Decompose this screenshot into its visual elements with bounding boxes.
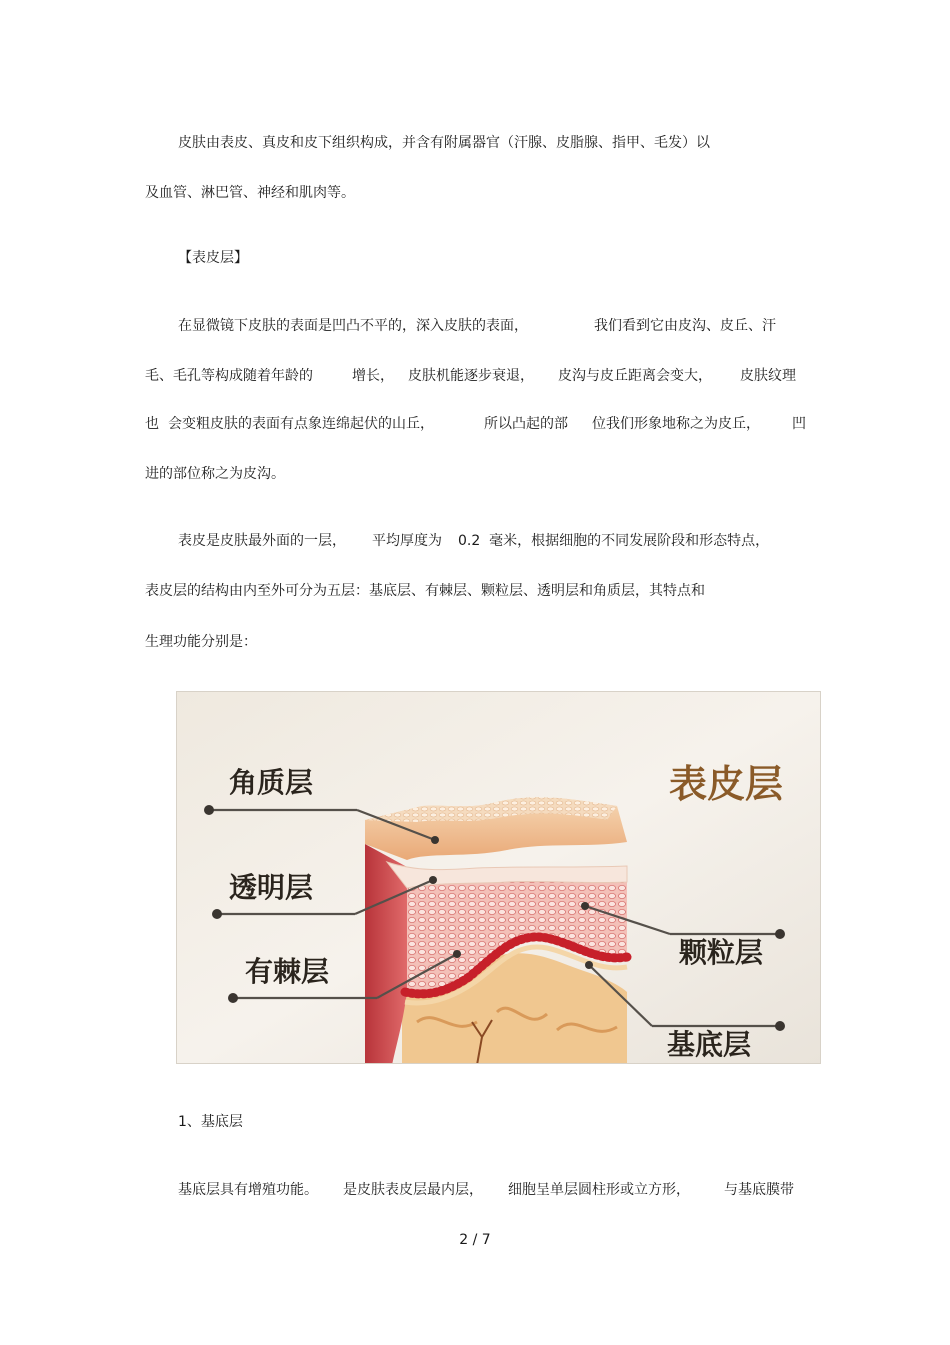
para4-part-d: 与基底膜带 [724, 1182, 794, 1198]
para4-part-a: 基底层具有增殖功能。 [178, 1182, 318, 1198]
subsection-heading: 1、基底层 [178, 1114, 243, 1130]
epidermis-illustration [177, 692, 821, 1064]
intro-line-2: 及血管、淋巴管、神经和肌肉等。 [145, 185, 355, 201]
label-stratum-basale: 基底层 [666, 1028, 751, 1061]
para3-line-2: 表皮层的结构由内至外可分为五层：基底层、有棘层、颗粒层、透明层和角质层，其特点和 [145, 583, 705, 599]
para2-line-2b: 增长， [352, 368, 394, 384]
para2-line-3a: 也 [145, 416, 159, 432]
label-stratum-lucidum: 透明层 [229, 871, 314, 904]
label-stratum-corneum: 角质层 [229, 766, 314, 799]
para2-line-2a: 毛、毛孔等构成随着年龄的 [145, 368, 313, 384]
label-stratum-granulosum: 颗粒层 [678, 936, 763, 969]
para2-line-1b: 我们看到它由皮沟、皮丘、汗 [594, 318, 776, 334]
para4-part-c: 细胞呈单层圆柱形或立方形， [508, 1182, 690, 1198]
para4-part-b: 是皮肤表皮层最内层， [343, 1182, 483, 1198]
para2-line-3e: 凹 [792, 416, 806, 432]
para3-line-3: 生理功能分别是： [145, 634, 257, 650]
para3-line-1a: 表皮是皮肤最外面的一层， [178, 533, 346, 549]
para2-line-2d: 皮沟与皮丘距离会变大， [558, 368, 712, 384]
para2-line-4: 进的部位称之为皮沟。 [145, 466, 285, 482]
label-stratum-spinosum: 有棘层 [245, 955, 330, 988]
para2-line-3c: 所以凸起的部 [484, 416, 568, 432]
para2-line-3b: 会变粗皮肤的表面有点象连绵起伏的山丘， [168, 416, 434, 432]
section-heading: 【表皮层】 [178, 250, 248, 266]
para2-line-2e: 皮肤纹理 [740, 368, 796, 384]
epidermis-figure [176, 691, 821, 1064]
para3-line-1b: 平均厚度为 [372, 533, 442, 549]
para2-line-2c: 皮肤机能逐步衰退， [408, 368, 534, 384]
page-number: 2 / 7 [459, 1232, 491, 1248]
figure-title: 表皮层 [668, 761, 783, 806]
para2-line-1a: 在显微镜下皮肤的表面是凹凸不平的，深入皮肤的表面， [178, 318, 528, 334]
para2-line-3d: 位我们形象地称之为皮丘， [592, 416, 760, 432]
para3-line-1c: 0.2 毫米，根据细胞的不同发展阶段和形态特点， [458, 533, 770, 549]
intro-line-1: 皮肤由表皮、真皮和皮下组织构成，并含有附属器官（汗腺、皮脂腺、指甲、毛发）以 [178, 135, 710, 151]
